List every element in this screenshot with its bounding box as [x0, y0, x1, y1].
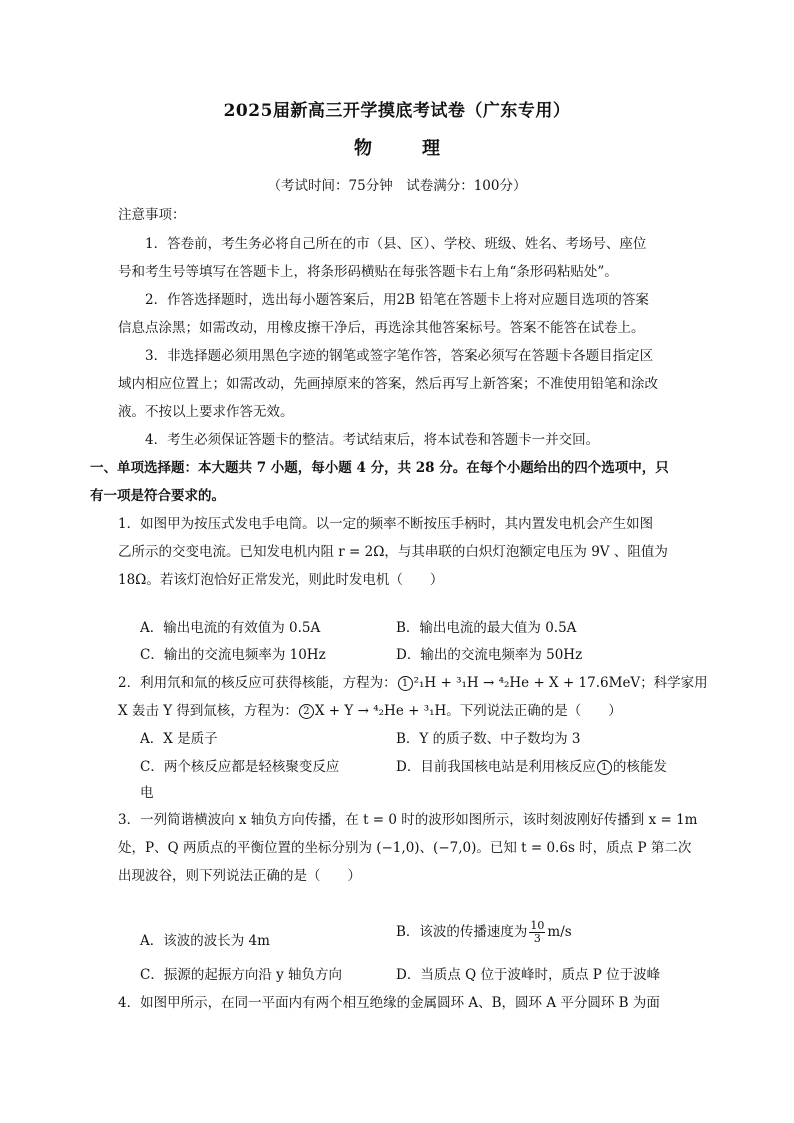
notice-line: 2．作答选择题时，选出每小题答案后，用2B 铅笔在答题卡上将对应题目选项的答案 [145, 292, 649, 308]
q3-option-d: D．当质点 Q 位于波峰时，质点 P 位于波峰 [396, 967, 661, 983]
q2-option-d-text: 的核能发 [612, 759, 667, 775]
subject-title: 物理 [354, 138, 490, 159]
q1-option-d: D．输出的交流电频率为 50Hz [396, 647, 583, 663]
q4-line: 4．如图甲所示，在同一平面内有两个相互绝缘的金属圆环 A、B，圆环 A 平分圆环 B 为面 [118, 995, 660, 1011]
q1-option-c: C．输出的交流电频率为 10Hz [140, 647, 326, 663]
notice-line: 信息点涂黑；如需改动，用橡皮擦干净后，再选涂其他答案标号。答案不能答在试卷上。 [118, 320, 645, 336]
q2-text: ；科学家用 [640, 675, 708, 691]
q2-text: 。下列说法正确的是（ ） [446, 703, 622, 719]
notice-line: 域内相应位置上；如需改动，先画掉原来的答案，然后再写上新答案；不准使用铅笔和涂改 [118, 376, 658, 392]
circled-number: 1 [597, 760, 612, 775]
q2-line [118, 699, 622, 719]
notice-line: 1．答卷前，考生务必将自己所在的市（县、区）、学校、班级、姓名、考场号、座位 [145, 236, 647, 252]
q1-line: 乙所示的交变电流。已知发电机内阻 r = 2Ω，与其串联的白炽灯泡额定电压为 9V 、阻值为 [118, 544, 668, 560]
q3-line: 出现波谷，则下列说法正确的是（ ） [118, 868, 361, 884]
q2-line [118, 671, 708, 691]
fraction-denominator: 3 [533, 932, 541, 945]
q2-option-c-cont: 电 [140, 785, 154, 801]
q2-text: 2．利用氘和氚的核反应可获得核能，方程为： [118, 675, 397, 691]
q2-option-d [396, 755, 667, 775]
q2-text: X 轰击 Y 得到氚核，方程为： [118, 703, 298, 719]
circled-number: 2 [299, 704, 314, 719]
notice-line: 液。不按以上要求作答无效。 [118, 404, 294, 420]
q1-option-a: A．输出电流的有效值为 0.5A [140, 620, 321, 636]
q1-option-b: B．输出电流的最大值为 0.5A [396, 620, 577, 636]
section-heading-cont: 有一项是符合要求的。 [90, 488, 225, 504]
q3-option-c: C．振源的起振方向沿 y 轴负方向 [140, 967, 343, 983]
q2-option-b: B．Y 的质子数、中子数均为 3 [396, 731, 581, 747]
q3-option-b-text: B．该波的传播速度为 [396, 924, 528, 940]
exam-meta: （考试时间：75分钟 试卷满分：100分） [267, 178, 527, 194]
notice-line: 3．非选择题必须用黑色字迹的钢笔或签字笔作答，答案必须写在答题卡各题目指定区 [145, 348, 654, 364]
q1-line: 18Ω。若该灯泡恰好正常发光，则此时发电机（ ） [118, 572, 444, 588]
q2-option-a: A．X 是质子 [140, 731, 218, 747]
q1-line: 1．如图甲为按压式发电手电筒。以一定的频率不断按压手柄时，其内置发电机会产生如图 [118, 516, 654, 532]
q3-option-a: A．该波的波长为 4m [140, 933, 270, 949]
section-heading: 一、单项选择题：本大题共 7 小题，每小题 4 分，共 28 分。在每个小题给出的四个选项中，只 [90, 460, 669, 476]
circled-number: 1 [398, 676, 413, 691]
q2-option-c: C．两个核反应都是轻核聚变反应 [140, 759, 340, 775]
q2-equation: X + Y → ⁴₂He + ³₁H [314, 703, 447, 719]
notice-line: 号和考生号等填写在答题卡上，将条形码横贴在每张答题卡右上角“条形码粘贴处”。 [118, 264, 618, 280]
notice-line: 4．考生必须保证答题卡的整洁。考试结束后，将本试卷和答题卡一并交回。 [145, 432, 600, 448]
q3-line: 处，P、Q 两质点的平衡位置的坐标分别为 (−1,0)、(−7,0)。已知 t = 0.6s 时，质点 P 第二次 [118, 840, 692, 856]
fraction [529, 920, 545, 945]
q3-line: 3．一列简谐横波向 x 轴负方向传播，在 t = 0 时的波形如图所示，该时刻波刚好传播到 x = 1m [118, 812, 698, 828]
q3-option-b [396, 920, 572, 945]
notice-heading: 注意事项： [118, 207, 186, 223]
q2-option-d-text: D．目前我国核电站是利用核反应 [396, 759, 596, 775]
q2-equation: ²₁H + ³₁H → ⁴₂He + X + 17.6MeV [413, 675, 641, 691]
fraction-numerator: 10 [530, 919, 545, 932]
exam-title: 2025届新高三开学摸底考试卷（广东专用） [223, 101, 571, 121]
q3-option-b-unit: m/s [547, 924, 572, 940]
